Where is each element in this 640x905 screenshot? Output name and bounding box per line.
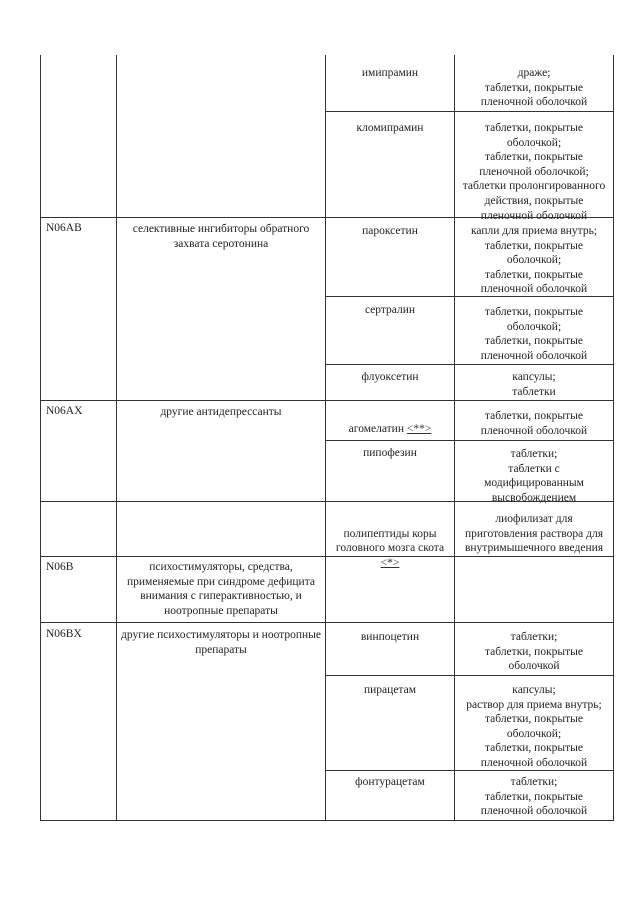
dosage-forms: таблетки; таблетки, покрытые пленочной оболочкой	[480, 776, 588, 818]
drug-name: полипептиды коры головного мозга скота	[335, 527, 445, 555]
drug-name: пароксетин	[362, 225, 418, 237]
drug-name: винпоцетин	[360, 631, 420, 643]
drug-name: пипофезин	[363, 447, 417, 459]
table-border-col2	[116, 55, 117, 820]
atc-code: N06B	[46, 561, 74, 573]
drug-name: кломипрамин	[356, 122, 424, 134]
dosage-forms: капсулы; таблетки	[512, 371, 556, 398]
atc-code: N06AX	[46, 405, 83, 417]
dosage-forms: капсулы; раствор для приема внутрь; таблетки, покрытые оболочкой; таблетки, покрытые пленочной оболочкой	[466, 684, 602, 769]
dosage-forms: таблетки, покрытые оболочкой; таблетки, покрытые пленочной оболочкой; таблетки пролонгированного действия, покрытые пленочной оболочкой	[462, 122, 606, 222]
drug-name-cell	[326, 512, 454, 570]
row-divider	[325, 440, 614, 441]
row-divider	[325, 675, 614, 676]
dosage-forms: лиофилизат для приготовления раствора для внутримышечного введения	[464, 513, 604, 555]
table-border-bottom	[40, 820, 614, 821]
dosage-forms: драже; таблетки, покрытые пленочной оболочкой	[480, 67, 588, 109]
dosage-forms: таблетки, покрытые пленочной оболочкой	[480, 410, 588, 437]
dosage-forms: таблетки; таблетки, покрытые оболочкой	[484, 631, 584, 673]
atc-code: N06BX	[46, 628, 82, 640]
pharmacological-group: другие психостимуляторы и ноотропные препараты	[121, 629, 321, 656]
drug-name-cell	[326, 407, 454, 436]
drug-name: имипрамин	[361, 67, 419, 79]
dosage-forms: капли для приема внутрь; таблетки, покрытые оболочкой; таблетки, покрытые пленочной оболочкой	[470, 225, 598, 296]
row-divider	[40, 622, 614, 623]
pharmacological-group: селективные ингибиторы обратного захвата серотонина	[132, 223, 310, 250]
table-border-left	[40, 55, 41, 820]
row-divider	[325, 111, 614, 112]
row-divider	[325, 364, 614, 365]
row-divider	[40, 400, 614, 401]
drug-name: агомелатин	[348, 422, 404, 435]
pharmacological-group: другие антидепрессанты	[160, 406, 282, 418]
drug-name: пирацетам	[364, 684, 416, 696]
pharmacological-group: психостимуляторы, средства, применяемые при синдроме дефицита внимания с гиперактивностью, и ноотропные препараты	[127, 561, 315, 617]
dosage-forms: таблетки; таблетки с модифицированным высвобождением	[484, 448, 584, 504]
table-border-right	[613, 55, 614, 820]
footnote-link[interactable]: <**>	[406, 422, 432, 435]
dosage-forms: таблетки, покрытые оболочкой; таблетки, покрытые пленочной оболочкой	[480, 306, 588, 362]
table-border-col3	[325, 55, 326, 820]
atc-code: N06AB	[46, 222, 82, 234]
drug-name: фонтурацетам	[355, 776, 425, 788]
footnote-link[interactable]: <*>	[380, 556, 400, 569]
drug-name: сертралин	[364, 304, 416, 316]
drug-name: флуоксетин	[361, 371, 419, 383]
